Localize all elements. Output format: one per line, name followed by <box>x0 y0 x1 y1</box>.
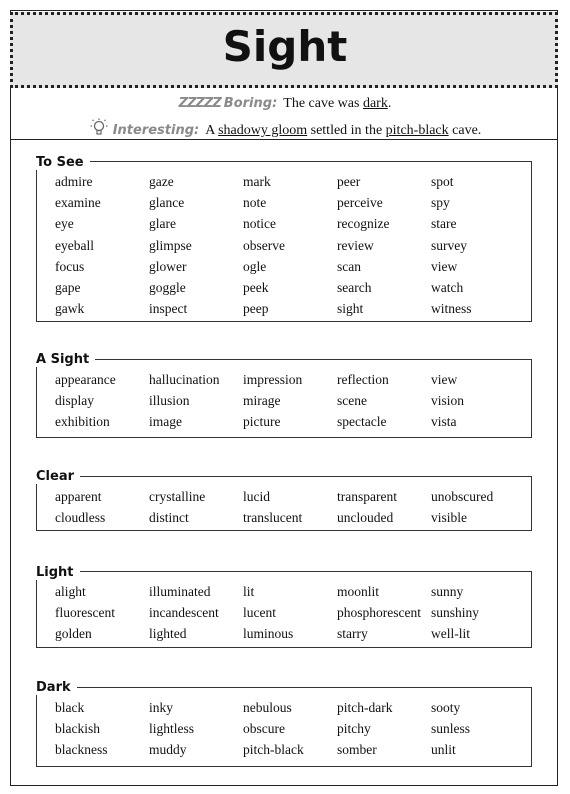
word-grid <box>55 697 525 761</box>
section-label-light: Light <box>36 565 80 580</box>
section-label-a-sight: A Sight <box>36 352 95 367</box>
word-item: vista <box>431 414 457 430</box>
word-item: witness <box>431 301 472 317</box>
lightbulb-icon <box>89 118 109 138</box>
word-item: glower <box>149 258 187 274</box>
word-item: unobscured <box>431 489 494 504</box>
word-item: glimpse <box>149 237 192 253</box>
word-item: impression <box>243 372 303 387</box>
word-item: black <box>55 700 85 715</box>
word-item: ogle <box>243 258 267 274</box>
word-grid <box>55 486 525 528</box>
word-item: note <box>243 195 267 211</box>
boring-label: Boring: <box>223 96 278 111</box>
word-item: alight <box>55 584 86 599</box>
word-item: scene <box>337 393 367 409</box>
word-item: review <box>337 237 374 253</box>
word-item: lucent <box>243 605 276 621</box>
word-item: gaze <box>149 174 174 189</box>
word-item: unclouded <box>337 510 394 526</box>
word-item: pitch-black <box>243 742 304 758</box>
interesting-example <box>0 114 570 139</box>
word-item: sunless <box>431 721 471 737</box>
word-item: glance <box>149 195 185 211</box>
word-item: sooty <box>431 700 461 715</box>
word-item: sunshiny <box>431 605 480 621</box>
word-item: obscure <box>243 721 285 737</box>
word-item: inspect <box>149 301 188 317</box>
word-item: mirage <box>243 393 281 409</box>
word-box-dark <box>36 687 532 767</box>
word-item: distinct <box>149 510 189 526</box>
word-item: gape <box>55 279 81 295</box>
interesting-sentence: A shadowy gloom settled in the pitch-black cave. <box>205 123 482 138</box>
word-item: illuminated <box>149 584 211 599</box>
word-item: picture <box>243 414 281 430</box>
word-item: appearance <box>55 372 116 387</box>
word-box-a-sight <box>36 359 532 438</box>
word-item: lit <box>243 584 255 599</box>
word-item: goggle <box>149 279 186 295</box>
interesting-label: Interesting: <box>112 123 200 138</box>
word-item: translucent <box>243 510 303 526</box>
word-item: hallucination <box>149 372 220 387</box>
word-item: vision <box>431 393 465 409</box>
word-item: sight <box>337 301 364 317</box>
word-item: nebulous <box>243 700 292 715</box>
word-item: notice <box>243 216 276 232</box>
word-item: mark <box>243 174 271 189</box>
word-item: perceive <box>337 195 383 211</box>
word-item: luminous <box>243 626 294 642</box>
word-item: starry <box>337 626 368 642</box>
word-item: moonlit <box>337 584 380 599</box>
word-item: reflection <box>337 372 389 387</box>
section-label-to-see: To See <box>36 155 90 170</box>
word-item: peer <box>337 174 361 189</box>
word-item: peek <box>243 279 269 295</box>
word-item: stare <box>431 216 457 232</box>
boring-example <box>0 96 570 112</box>
word-item: lighted <box>149 626 187 642</box>
word-item: survey <box>431 237 467 253</box>
word-item: scan <box>337 258 361 274</box>
sleep-zzz-icon: ZZZZZ <box>178 96 221 111</box>
word-item: blackish <box>55 721 100 737</box>
word-grid <box>55 171 525 319</box>
word-item: recognize <box>337 216 390 232</box>
word-item: admire <box>55 174 93 189</box>
word-item: observe <box>243 237 285 253</box>
word-box-light <box>36 571 532 648</box>
word-item: spy <box>431 195 450 211</box>
word-item: incandescent <box>149 605 219 621</box>
word-grid <box>55 581 525 645</box>
word-item: view <box>431 258 458 274</box>
boring-sentence: The cave was dark. <box>283 96 392 111</box>
word-item: well-lit <box>431 626 470 642</box>
word-item: somber <box>337 742 377 758</box>
word-item: view <box>431 372 458 387</box>
word-item: gawk <box>55 301 85 317</box>
word-item: watch <box>431 279 464 295</box>
word-item: crystalline <box>149 489 206 504</box>
word-item: apparent <box>55 489 102 504</box>
header-divider <box>10 139 558 140</box>
word-item: visible <box>431 510 467 526</box>
word-item: examine <box>55 195 101 211</box>
word-box-to-see <box>36 161 532 322</box>
word-item: pitchy <box>337 721 371 737</box>
word-item: spot <box>431 174 454 189</box>
word-item: image <box>149 414 182 430</box>
word-item: fluorescent <box>55 605 115 621</box>
word-item: sunny <box>431 584 464 599</box>
word-item: peep <box>243 301 269 317</box>
word-item: search <box>337 279 372 295</box>
word-box-clear <box>36 476 532 531</box>
word-item: glare <box>149 216 176 232</box>
word-item: lightless <box>149 721 195 737</box>
word-item: eye <box>55 216 74 232</box>
word-item: pitch-dark <box>337 700 393 715</box>
word-item: transparent <box>337 489 397 504</box>
page-title: Sight <box>222 22 348 71</box>
section-label-dark: Dark <box>36 680 77 695</box>
word-item: golden <box>55 626 92 642</box>
word-item: blackness <box>55 742 108 758</box>
word-item: cloudless <box>55 510 106 526</box>
word-item: illusion <box>149 393 190 409</box>
word-item: inky <box>149 700 174 715</box>
word-item: lucid <box>243 489 270 504</box>
word-item: phosphorescent <box>337 605 421 621</box>
word-item: eyeball <box>55 237 94 253</box>
word-item: spectacle <box>337 414 387 430</box>
word-item: focus <box>55 258 85 274</box>
word-item: unlit <box>431 742 456 758</box>
section-label-clear: Clear <box>36 469 80 484</box>
word-item: muddy <box>149 742 187 758</box>
word-grid <box>55 369 525 433</box>
word-item: exhibition <box>55 414 110 430</box>
word-item: display <box>55 393 94 409</box>
